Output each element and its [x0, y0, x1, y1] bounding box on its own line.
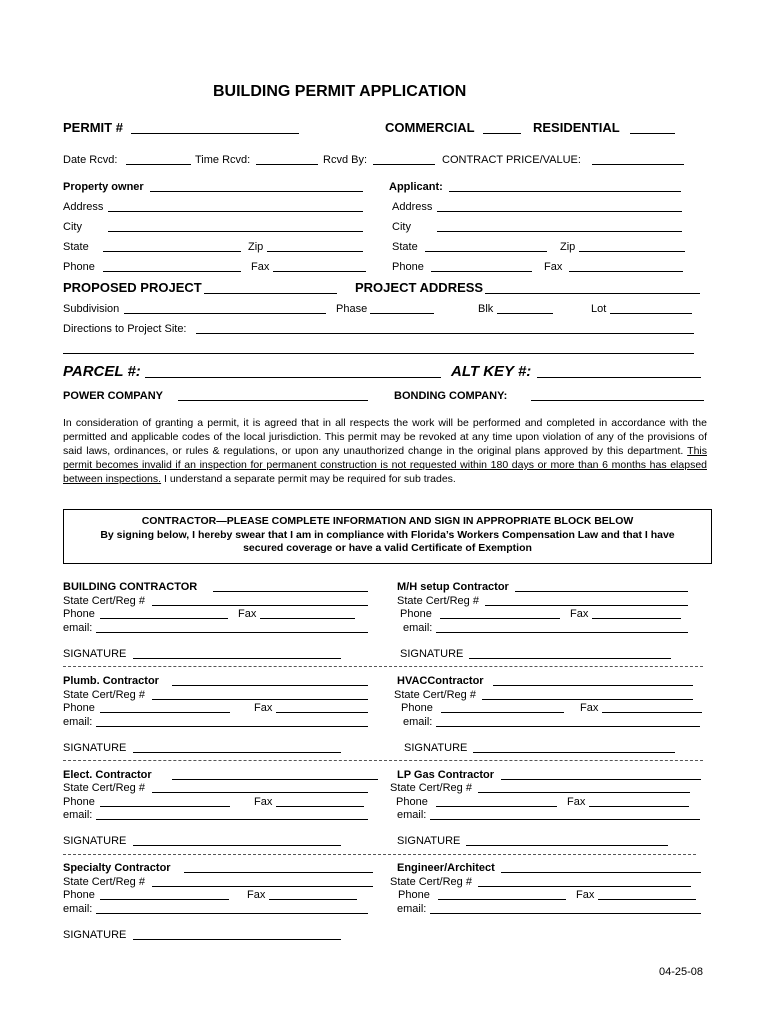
hvac-signature-field[interactable]	[473, 752, 675, 753]
lot-label: Lot	[591, 303, 607, 315]
subdivision-label: Subdivision	[63, 303, 120, 315]
applicant-phone-field[interactable]	[431, 271, 532, 272]
elect-state-cert-label: State Cert/Reg #	[63, 782, 145, 794]
specialty-phone-label: Phone	[63, 889, 95, 901]
mh-fax-field[interactable]	[592, 618, 681, 619]
directions-label: Directions to Project Site:	[63, 323, 187, 335]
building-state-cert-field[interactable]	[152, 605, 368, 606]
hvac-contractor-label: HVACContractor	[397, 675, 484, 687]
applicant-address-label: Address	[392, 201, 433, 213]
engineer-email-field[interactable]	[430, 913, 701, 914]
owner-phone-field[interactable]	[103, 271, 241, 272]
divider	[63, 854, 696, 855]
owner-city-field[interactable]	[108, 231, 363, 232]
proposed-project-label: PROPOSED PROJECT	[63, 280, 202, 295]
date-rcvd-label: Date Rcvd:	[63, 154, 118, 166]
commercial-field[interactable]	[483, 133, 521, 134]
mh-state-cert-field[interactable]	[485, 605, 688, 606]
commercial-label: COMMERCIAL	[385, 120, 475, 135]
hvac-email-field[interactable]	[436, 726, 700, 727]
lp-gas-contractor-field[interactable]	[501, 779, 701, 780]
contract-price-field[interactable]	[592, 164, 684, 165]
alt-key-field[interactable]	[537, 377, 701, 378]
engineer-phone-label: Phone	[398, 889, 430, 901]
building-contractor-label: BUILDING CONTRACTOR	[63, 581, 198, 593]
plumb-state-cert-label: State Cert/Reg #	[63, 689, 145, 701]
building-state-cert-label: State Cert/Reg #	[63, 595, 145, 607]
time-rcvd-label: Time Rcvd:	[195, 154, 251, 166]
permit-number-field[interactable]	[131, 133, 299, 134]
hvac-phone-field[interactable]	[441, 712, 564, 713]
hvac-state-cert-field[interactable]	[482, 699, 693, 700]
blk-label: Blk	[478, 303, 494, 315]
rcvd-by-field[interactable]	[373, 164, 435, 165]
mh-phone-label: Phone	[400, 608, 432, 620]
plumb-phone-label: Phone	[63, 702, 95, 714]
plumb-contractor-label: Plumb. Contractor	[63, 675, 159, 687]
plumb-state-cert-field[interactable]	[152, 699, 368, 700]
specialty-fax-field[interactable]	[269, 899, 357, 900]
hvac-signature-label: SIGNATURE	[404, 742, 468, 754]
owner-address-field[interactable]	[108, 211, 363, 212]
building-email-field[interactable]	[96, 632, 368, 633]
phase-field[interactable]	[370, 313, 434, 314]
lp-email-label: email:	[397, 809, 427, 821]
hvac-state-cert-label: State Cert/Reg #	[394, 689, 476, 701]
plumb-email-field[interactable]	[96, 726, 368, 727]
owner-address-label: Address	[63, 201, 104, 213]
date-rcvd-field[interactable]	[126, 164, 191, 165]
engineer-email-label: email:	[397, 903, 427, 915]
applicant-state-label: State	[392, 241, 418, 253]
property-owner-field[interactable]	[150, 191, 363, 192]
owner-state-field[interactable]	[103, 251, 241, 252]
mh-email-field[interactable]	[436, 632, 688, 633]
specialty-email-label: email:	[63, 903, 93, 915]
plumb-phone-field[interactable]	[100, 712, 230, 713]
applicant-address-field[interactable]	[437, 211, 682, 212]
plumb-fax-field[interactable]	[276, 712, 368, 713]
lp-fax-field[interactable]	[589, 806, 689, 807]
consideration-paragraph	[63, 416, 707, 486]
elect-signature-label: SIGNATURE	[63, 835, 127, 847]
divider	[63, 760, 703, 761]
plumb-fax-label: Fax	[254, 702, 273, 714]
subdivision-field[interactable]	[124, 313, 326, 314]
lot-field[interactable]	[610, 313, 692, 314]
parcel-field[interactable]	[145, 377, 441, 378]
applicant-zip-field[interactable]	[579, 251, 685, 252]
elect-contractor-label: Elect. Contractor	[63, 769, 152, 781]
permit-label: PERMIT #	[63, 120, 123, 135]
consideration-text-underlined: This permit becomes invalid if an inspection for permanent construction is not requested within 180 days or more than 6 months has elapsed between inspections.	[63, 445, 707, 485]
elect-fax-label: Fax	[254, 796, 273, 808]
notice-line-2: By signing below, I hereby swear that I am in compliance with Florida’s Workers Compensation Law and that I have	[100, 528, 675, 541]
building-fax-field[interactable]	[260, 618, 355, 619]
plumb-contractor-field[interactable]	[172, 685, 368, 686]
time-rcvd-field[interactable]	[256, 164, 318, 165]
specialty-fax-label: Fax	[247, 889, 266, 901]
mh-setup-contractor-label: M/H setup Contractor	[397, 581, 509, 593]
notice-line-3: secured coverage or have a valid Certificate of Exemption	[243, 542, 532, 554]
rcvd-by-label: Rcvd By:	[323, 154, 368, 166]
page-title: BUILDING PERMIT APPLICATION	[213, 83, 467, 100]
owner-zip-label: Zip	[248, 241, 264, 253]
mh-signature-label: SIGNATURE	[400, 648, 464, 660]
mh-fax-label: Fax	[570, 608, 589, 620]
alt-key-label: ALT KEY #:	[451, 363, 532, 380]
plumb-signature-field[interactable]	[133, 752, 341, 753]
specialty-phone-field[interactable]	[100, 899, 229, 900]
elect-state-cert-field[interactable]	[152, 792, 368, 793]
project-address-field[interactable]	[485, 293, 700, 294]
engineer-state-cert-label: State Cert/Reg #	[390, 876, 472, 888]
project-address-label: PROJECT ADDRESS	[355, 280, 484, 295]
lp-signature-label: SIGNATURE	[397, 835, 461, 847]
specialty-signature-field[interactable]	[133, 939, 341, 940]
blk-field[interactable]	[497, 313, 553, 314]
notice-line-1: CONTRACTOR—PLEASE COMPLETE INFORMATION AND SIGN IN APPROPRIATE BLOCK BELOW	[141, 515, 634, 527]
residential-label: RESIDENTIAL	[533, 120, 620, 135]
contract-price-label: CONTRACT PRICE/VALUE:	[442, 154, 581, 166]
building-email-label: email:	[63, 622, 93, 634]
hvac-fax-label: Fax	[580, 702, 599, 714]
building-fax-label: Fax	[238, 608, 257, 620]
applicant-city-field[interactable]	[437, 231, 682, 232]
elect-fax-field[interactable]	[276, 806, 364, 807]
parcel-label: PARCEL #:	[63, 363, 141, 380]
directions-field-line-2[interactable]	[63, 353, 694, 354]
elect-signature-field[interactable]	[133, 845, 341, 846]
proposed-project-field[interactable]	[204, 293, 337, 294]
owner-city-label: City	[63, 221, 82, 233]
building-contractor-field[interactable]	[213, 591, 368, 592]
lp-email-field[interactable]	[430, 819, 700, 820]
phase-label: Phase	[336, 303, 368, 315]
engineer-state-cert-field[interactable]	[478, 886, 691, 887]
owner-state-label: State	[63, 241, 89, 253]
contractor-notice-box	[63, 509, 712, 564]
building-signature-label: SIGNATURE	[63, 648, 127, 660]
engineer-phone-field[interactable]	[438, 899, 566, 900]
bonding-company-label: BONDING COMPANY:	[394, 390, 508, 402]
elect-phone-field[interactable]	[100, 806, 230, 807]
lp-fax-label: Fax	[567, 796, 586, 808]
engineer-fax-field[interactable]	[598, 899, 696, 900]
elect-contractor-field[interactable]	[172, 779, 378, 780]
engineer-architect-field[interactable]	[501, 872, 701, 873]
applicant-zip-label: Zip	[560, 241, 576, 253]
building-signature-field[interactable]	[133, 658, 341, 659]
elect-email-field[interactable]	[96, 819, 368, 820]
divider	[63, 666, 703, 667]
applicant-phone-label: Phone	[392, 261, 424, 273]
specialty-state-cert-field[interactable]	[152, 886, 373, 887]
mh-phone-field[interactable]	[440, 618, 560, 619]
hvac-email-label: email:	[403, 716, 433, 728]
consideration-text-2: I understand a separate permit may be required for sub trades.	[161, 473, 456, 485]
applicant-field[interactable]	[449, 191, 681, 192]
elect-email-label: email:	[63, 809, 93, 821]
building-phone-field[interactable]	[100, 618, 228, 619]
bonding-company-field[interactable]	[531, 400, 704, 401]
directions-field[interactable]	[196, 333, 694, 334]
engineer-fax-label: Fax	[576, 889, 595, 901]
hvac-fax-field[interactable]	[602, 712, 702, 713]
mh-signature-field[interactable]	[469, 658, 671, 659]
hvac-contractor-field[interactable]	[493, 685, 693, 686]
lp-state-cert-field[interactable]	[478, 792, 690, 793]
owner-fax-field[interactable]	[273, 271, 366, 272]
plumb-email-label: email:	[63, 716, 93, 728]
mh-setup-contractor-field[interactable]	[515, 591, 688, 592]
power-company-label: POWER COMPANY	[63, 390, 164, 402]
mh-state-cert-label: State Cert/Reg #	[397, 595, 479, 607]
owner-zip-field[interactable]	[267, 251, 363, 252]
owner-phone-label: Phone	[63, 261, 95, 273]
lp-gas-contractor-label: LP Gas Contractor	[397, 769, 494, 781]
power-company-field[interactable]	[178, 400, 368, 401]
applicant-city-label: City	[392, 221, 411, 233]
lp-phone-field[interactable]	[436, 806, 557, 807]
residential-field[interactable]	[630, 133, 675, 134]
applicant-label: Applicant:	[389, 181, 443, 193]
mh-email-label: email:	[403, 622, 433, 634]
lp-signature-field[interactable]	[466, 845, 668, 846]
owner-fax-label: Fax	[251, 261, 270, 273]
consideration-text-1: In consideration of granting a permit, it is agreed that in all respects the work will be performed and completed in accordance with the permitted and applicable codes of the local jurisdiction. This permit may be revoked at any time upon violation of any of the provisions of said laws, ordinances, or rules & regulations, or upon any unauthorized change in the original plans approved by this department.	[63, 417, 707, 457]
specialty-signature-label: SIGNATURE	[63, 929, 127, 941]
plumb-signature-label: SIGNATURE	[63, 742, 127, 754]
applicant-fax-field[interactable]	[569, 271, 683, 272]
specialty-email-field[interactable]	[96, 913, 368, 914]
hvac-phone-label: Phone	[401, 702, 433, 714]
form-revision-date: 04-25-08	[659, 966, 704, 978]
engineer-architect-label: Engineer/Architect	[397, 862, 495, 874]
building-phone-label: Phone	[63, 608, 95, 620]
applicant-state-field[interactable]	[425, 251, 547, 252]
lp-phone-label: Phone	[396, 796, 428, 808]
elect-phone-label: Phone	[63, 796, 95, 808]
lp-state-cert-label: State Cert/Reg #	[390, 782, 472, 794]
specialty-contractor-label: Specialty Contractor	[63, 862, 171, 874]
applicant-fax-label: Fax	[544, 261, 563, 273]
specialty-state-cert-label: State Cert/Reg #	[63, 876, 145, 888]
property-owner-label: Property owner	[63, 181, 144, 193]
specialty-contractor-field[interactable]	[184, 872, 373, 873]
